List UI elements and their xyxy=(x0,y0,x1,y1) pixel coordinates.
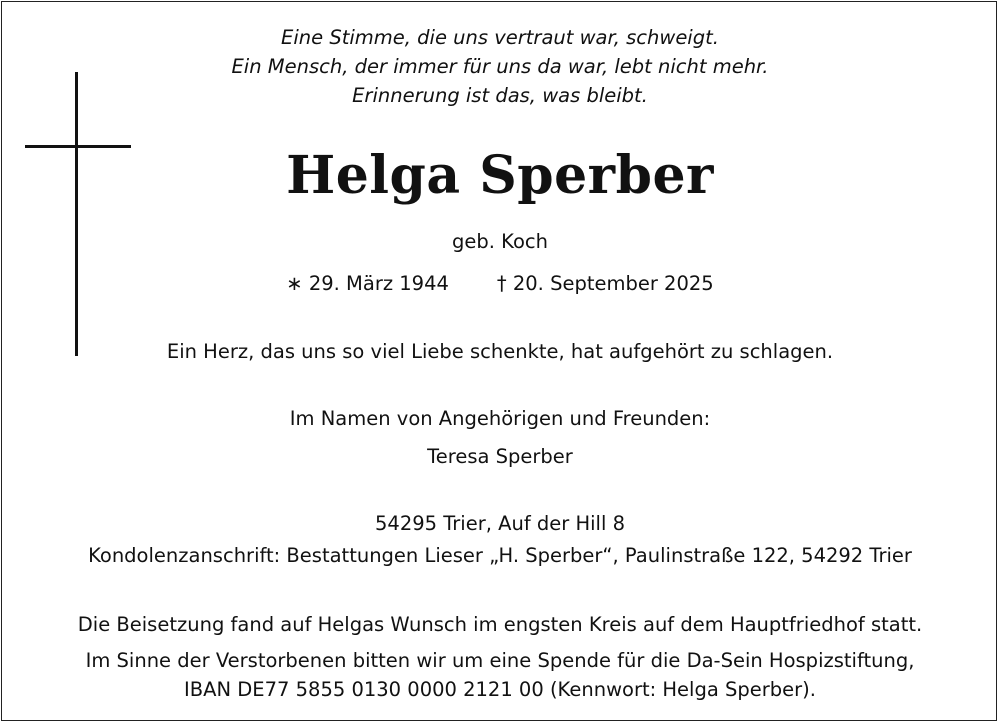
life-dates xyxy=(0,271,1000,297)
home-address: 54295 Trier, Auf der Hill 8 xyxy=(375,512,625,535)
tribute-text: Ein Herz, das uns so viel Liebe schenkte, hat aufgehört zu schlagen. xyxy=(166,340,834,363)
maiden-name: geb. Koch xyxy=(452,230,548,253)
birth-date: ∗ 29. März 1944 xyxy=(286,272,449,295)
donation-iban: IBAN DE77 5855 0130 0000 2121 00 (Kennwort: Helga Sperber). xyxy=(184,678,816,701)
deceased-name: Helga Sperber xyxy=(286,145,714,206)
condolence-address: Kondolenzanschrift: Bestattungen Lieser „H. Sperber“, Paulinstraße 122, 54292 Trier xyxy=(88,544,912,567)
burial-notice: Die Beisetzung fand auf Helgas Wunsch im engsten Kreis auf dem Hauptfriedhof statt. xyxy=(77,613,923,636)
signers-intro: Im Namen von Angehörigen und Freunden: xyxy=(289,407,711,430)
verse-line-3: Erinnerung ist das, was bleibt. xyxy=(352,84,648,107)
verse-line-2: Ein Mensch, der immer für uns da war, lebt nicht mehr. xyxy=(231,55,769,78)
cross-vertical-bar xyxy=(75,72,78,356)
donation-request: Im Sinne der Verstorbenen bitten wir um eine Spende für die Da-Sein Hospizstiftung, xyxy=(85,649,915,672)
signer-name: Teresa Sperber xyxy=(427,445,573,468)
verse-line-1: Eine Stimme, die uns vertraut war, schweigt. xyxy=(281,26,719,49)
death-date: † 20. September 2025 xyxy=(496,272,714,295)
